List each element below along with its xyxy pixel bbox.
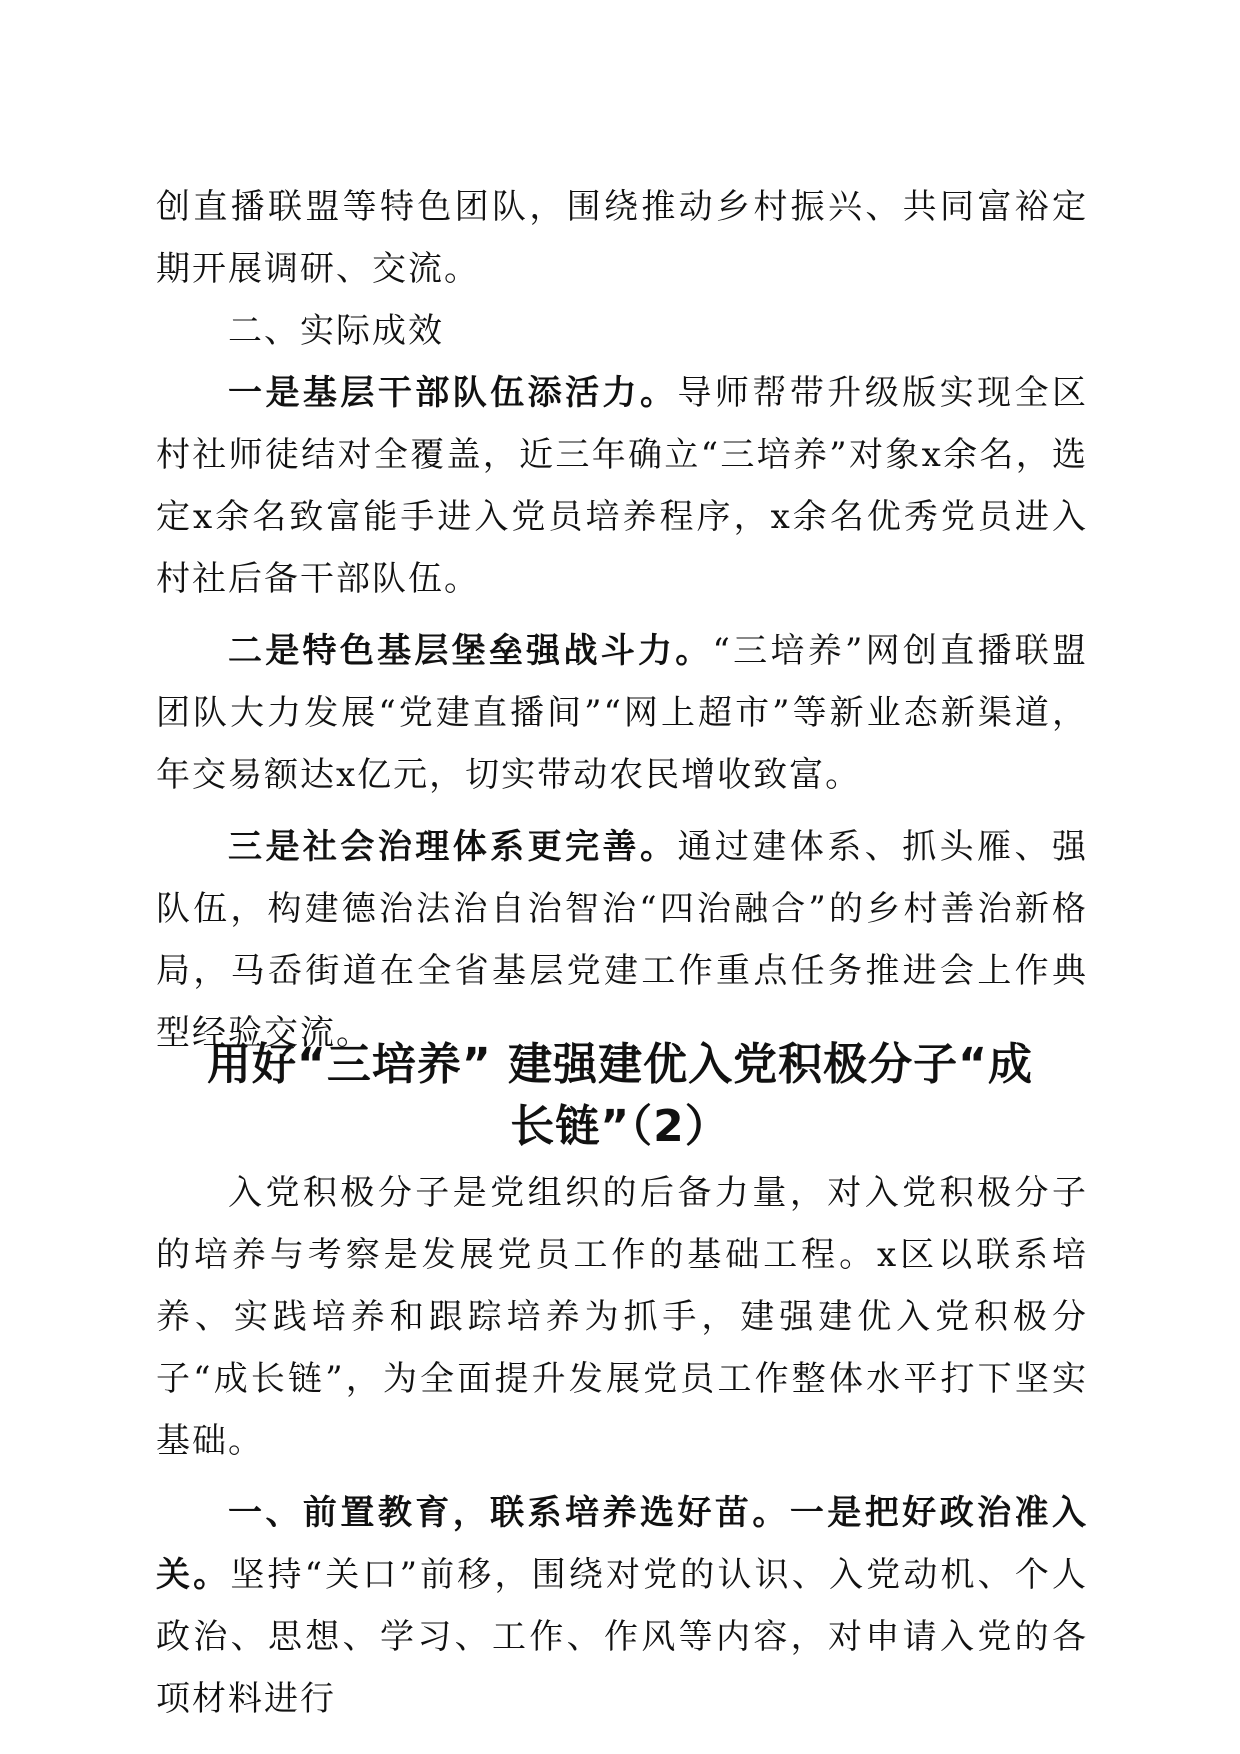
section-article-body [156,1162,1088,1730]
paragraph-continued: 创直播联盟等特色团队，围绕推动乡村振兴、共同富裕定期开展调研、交流。 [156,187,1088,289]
paragraph-body: 导师帮带升级版实现全区村社师徒结对全覆盖，近三年确立“三培养”对象x余名，选定x余名致富能手进入党员培养程序，x余名优秀党员进入村社后备干部队伍。 [156,373,1089,599]
paragraph-lead: 一、前置教育，联系培养选好苗。一是把好政治准入关。 [156,1493,1088,1595]
paragraph-lead: 二是特色基层堡垒强战斗力。 [228,631,713,671]
title-line-1: 用好“三培养” 建强建优入党积极分子“成 [206,1039,1034,1090]
paragraph-body: 坚持“关口”前移，围绕对党的认识、入党动机、个人政治、思想、学习、工作、作风等内容，对申请入党的各项材料进行 [156,1555,1089,1719]
paragraph-governance [156,816,1088,1064]
paragraph-bastion [156,620,1088,806]
title-line-2: 长链”（2） [510,1101,730,1152]
paragraph-body: “三培养”网创直播联盟团队大力发展“党建直播间”“网上超市”等新业态新渠道，年交易额达x亿元，切实带动农民增收致富。 [156,631,1089,795]
section-heading: 二、实际成效 [228,311,444,351]
paragraph-intro: 入党积极分子是党组织的后备力量，对入党积极分子的培养与考察是发展党员工作的基础工程。x区以联系培养、实践培养和跟踪培养为抓手，建强建优入党积极分子“成长链”，为全面提升发展党员工作整体水平打下坚实基础。 [156,1173,1088,1461]
article-title [120,1034,1120,1158]
paragraph-body: 通过建体系、抓头雁、强队伍，构建德治法治自治智治“四治融合”的乡村善治新格局，马岙街道在全省基层党建工作重点任务推进会上作典型经验交流。 [156,827,1089,1053]
paragraph-lead: 一是基层干部队伍添活力。 [228,373,678,413]
section-achievements [156,176,1088,1064]
paragraph-lead: 三是社会治理体系更完善。 [228,827,678,867]
paragraph-cadre [156,362,1088,610]
paragraph-pre-education [156,1482,1088,1730]
